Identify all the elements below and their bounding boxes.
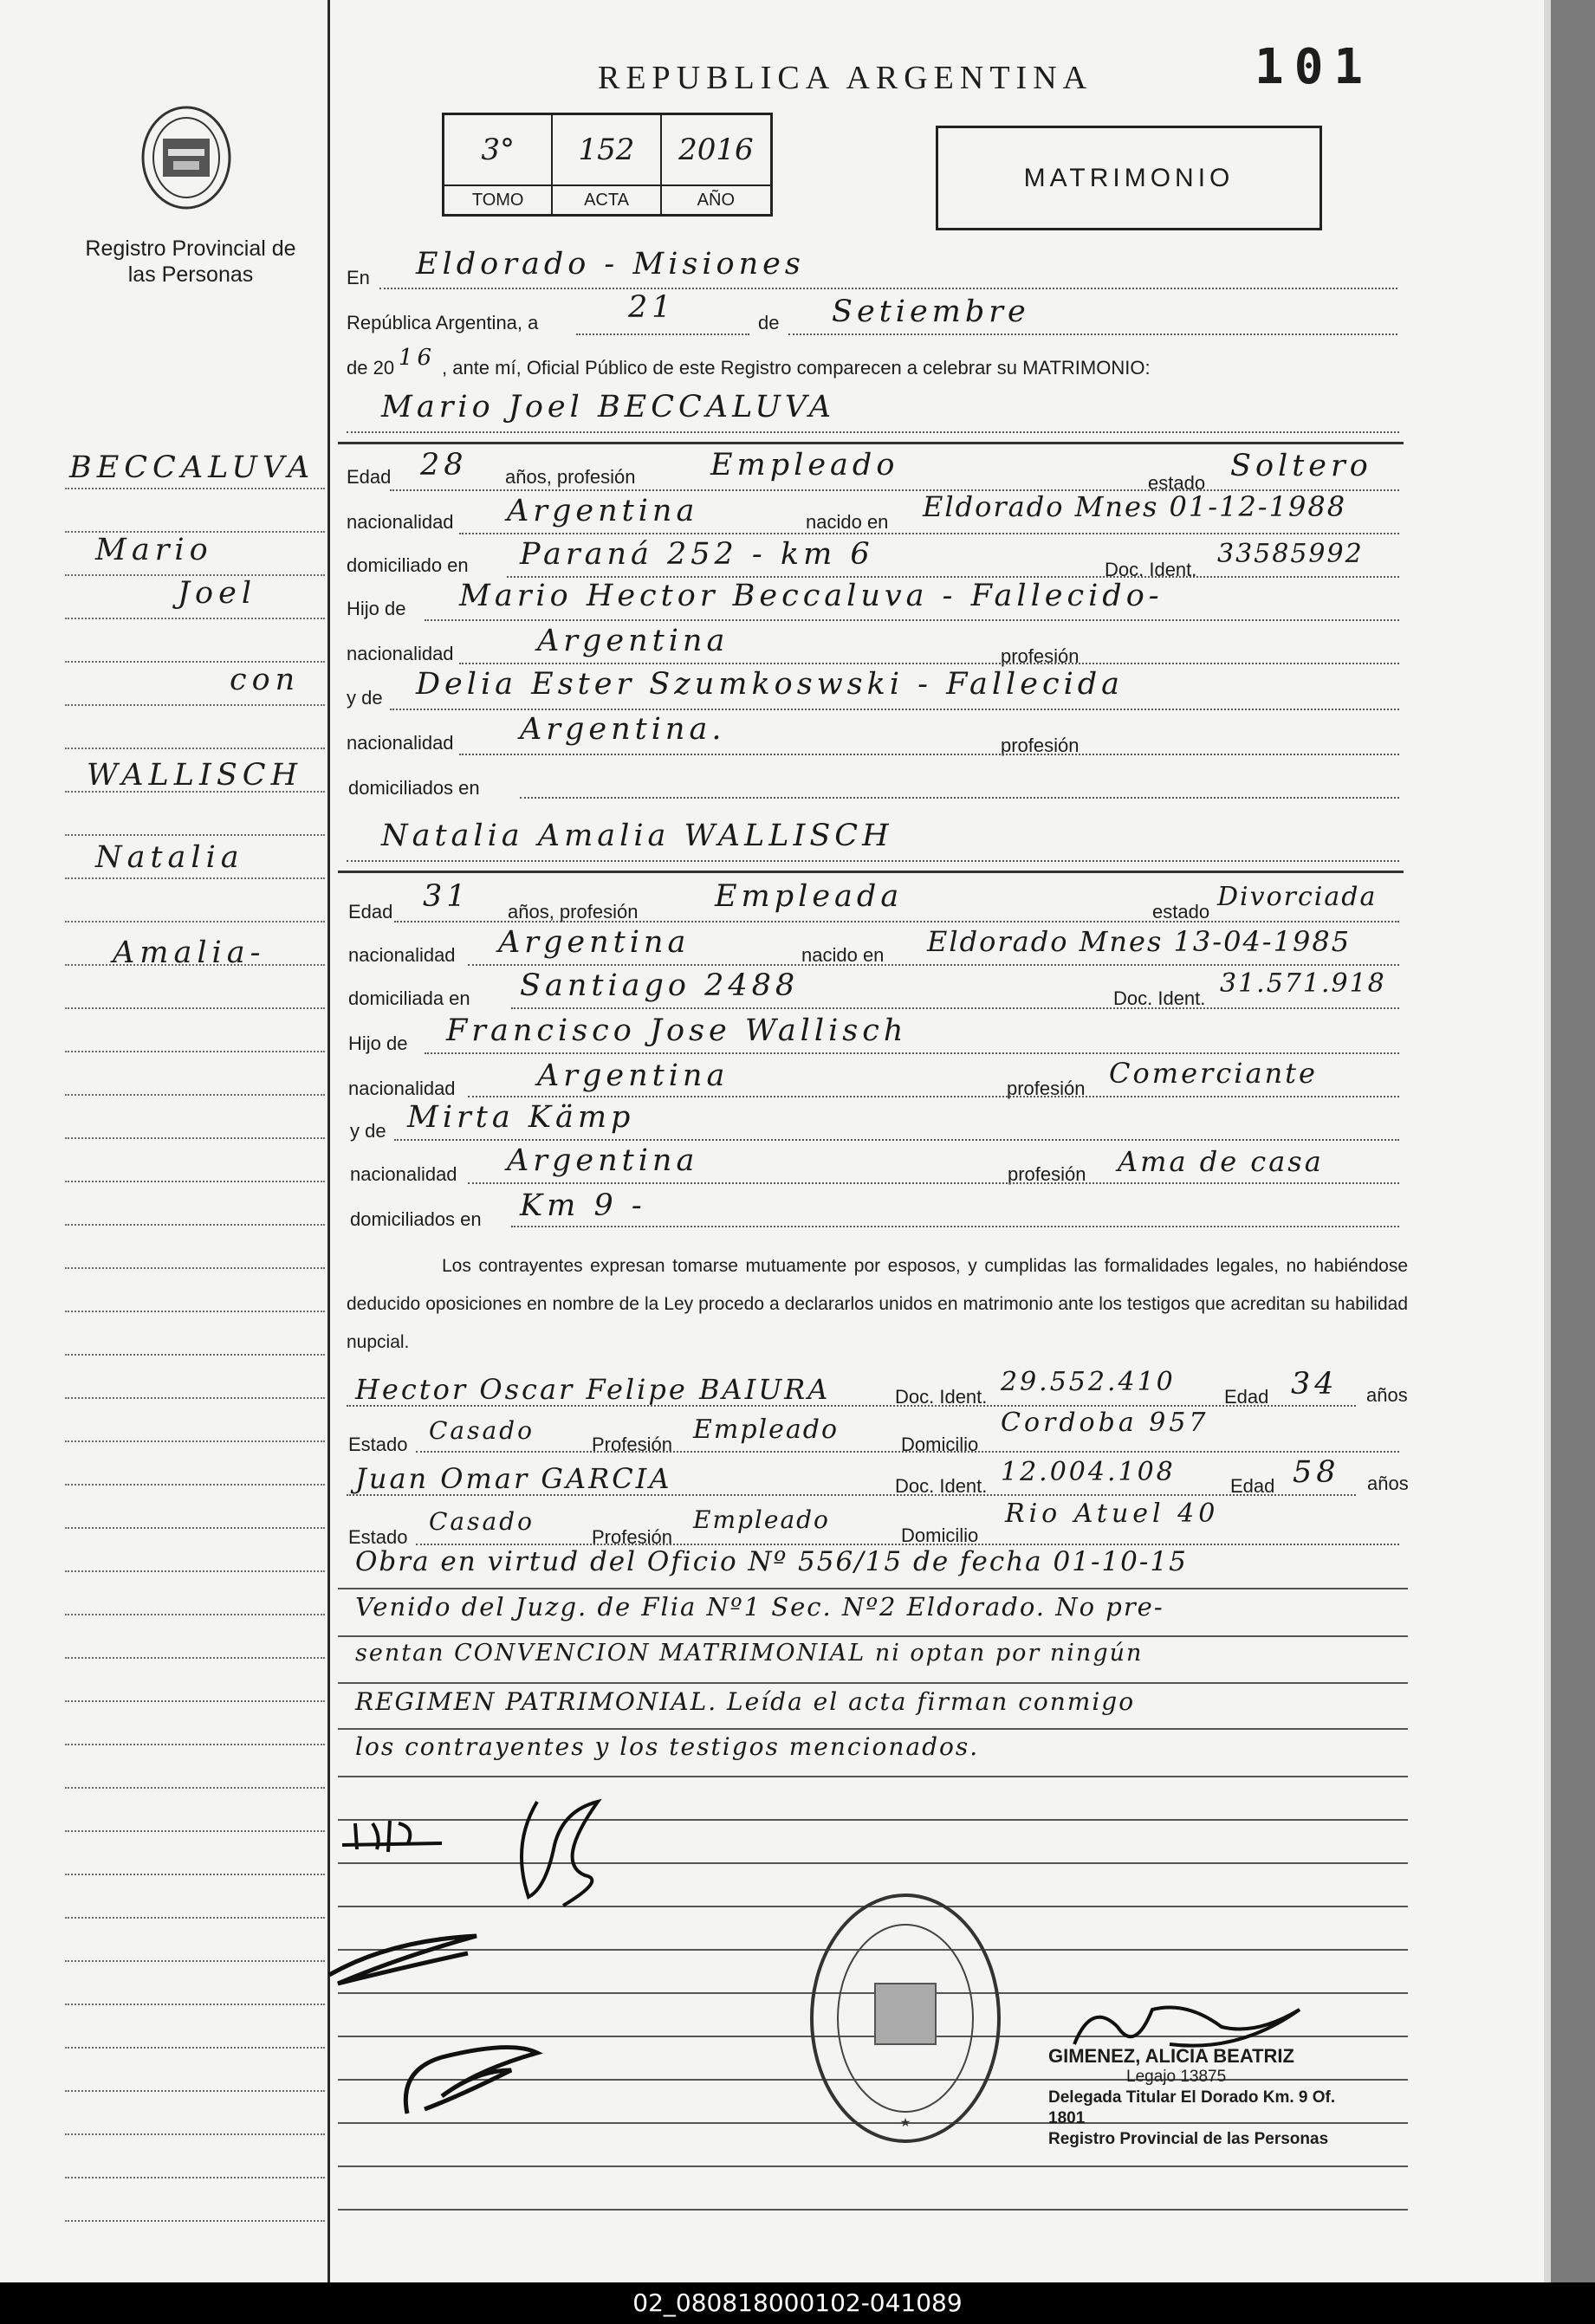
groom-profession: Empleado: [710, 448, 899, 482]
registry-stamp-icon: [806, 1888, 1005, 2148]
witness-2-status-label: Estado: [348, 1526, 408, 1548]
groom-separator: [338, 442, 1404, 444]
witness-1-name: Hector Oscar Felipe BAIURA: [355, 1373, 831, 1406]
margin-name-2: Mario: [95, 533, 213, 567]
margin-line: [65, 2220, 325, 2222]
bride-profession: Empleada: [715, 879, 904, 914]
bride-father: Francisco Jose Wallisch: [446, 1013, 908, 1048]
margin-line: [65, 1570, 325, 1572]
day-value: 21: [628, 290, 676, 325]
ruled-line: [338, 1728, 1408, 1730]
witness-1-address: Cordoba 957: [1001, 1408, 1209, 1438]
place-value: Eldorado - Misiones: [416, 247, 805, 282]
witness-1-doc-label: Doc. Ident.: [895, 1386, 988, 1408]
groom-parents-address-label: domiciliados en: [348, 777, 480, 799]
witness-1-prof-label: Profesión: [592, 1434, 672, 1455]
margin-line: [65, 1874, 325, 1875]
witness-2-age-label: Edad: [1230, 1475, 1275, 1497]
bride-father-nationality: Argentina: [537, 1058, 729, 1093]
groom-name-line: [347, 431, 1399, 433]
margin-line: [65, 1960, 325, 1962]
signature-bride: [502, 1793, 615, 1914]
groom-mother: Delia Ester Szumkoswski - Fallecida: [416, 667, 1125, 702]
groom-birthplace: Eldorado Mnes 01-12-1988: [923, 490, 1347, 523]
bride-birth-label: nacido en: [801, 944, 885, 966]
provincial-seal-icon: [139, 104, 234, 217]
margin-line: [65, 1007, 325, 1009]
groom-status: Soltero: [1230, 449, 1372, 483]
groom-mother-nationality: Argentina.: [520, 712, 726, 747]
margin-line: [65, 704, 325, 706]
margin-line: [65, 1181, 325, 1182]
bride-mother-nationality: Argentina: [507, 1143, 699, 1178]
margin-line: [65, 748, 325, 749]
witness-1-anios-label: años: [1366, 1384, 1408, 1406]
signature-witness-2: [390, 2036, 546, 2122]
groom-doc-label: Doc. Ident.: [1105, 559, 1197, 580]
country-title: REPUBLICA ARGENTINA: [598, 60, 1093, 96]
witness-1-line2: [416, 1451, 1399, 1453]
anio-label: AÑO: [662, 184, 770, 214]
year-suffix: 16: [399, 345, 437, 371]
margin-name-6: Natalia: [95, 840, 244, 875]
intro-text: , ante mí, Oficial Público de este Registro comparecen a celebrar su MATRIMONIO:: [442, 357, 1151, 379]
witness-1-age: 34: [1291, 1367, 1339, 1402]
groom-nat-line: [459, 533, 1399, 534]
declaration-text: Los contrayentes expresan tomarse mutuamente por esposos, y cumplidas las formalidades legales, no habiéndose deducido oposiciones en nombre de la Ley procedo a declararlos unidos en matrimonio ante los testigos que acreditan su habilidad nupcial.: [347, 1256, 1408, 1352]
tomo-label: TOMO: [444, 184, 553, 214]
bride-age-label: Edad: [348, 901, 393, 922]
witness-1-profession: Empleado: [693, 1414, 840, 1445]
groom-mother-nat-line: [459, 754, 1399, 755]
margin-line: [65, 618, 325, 619]
margin-line: [65, 834, 325, 836]
margin-line: [65, 921, 325, 922]
witness-2-doc: 12.004.108: [1001, 1457, 1176, 1487]
ruled-line: [338, 1588, 1408, 1589]
margin-name-3: Joel: [178, 576, 257, 611]
acta-label: ACTA: [553, 184, 661, 214]
bride-parents-address: Km 9 -: [520, 1188, 646, 1223]
witness-1-status: Casado: [429, 1416, 535, 1445]
margin-line: [65, 877, 325, 879]
groom-address: Paraná 252 - km 6: [520, 537, 874, 572]
bride-mother-nat-label: nacionalidad: [350, 1163, 457, 1185]
witness-2-line: [347, 1494, 1356, 1496]
groom-father-nationality: Argentina: [537, 624, 729, 658]
margin-line: [65, 488, 325, 489]
acta-value: 152: [553, 115, 661, 184]
bride-age-line: [394, 921, 1399, 922]
witness-1-age-label: Edad: [1224, 1386, 1269, 1408]
groom-parents-line: [520, 797, 1399, 799]
witness-1-domicilio-label: Domicilio: [901, 1434, 979, 1455]
margin-line: [65, 1700, 325, 1702]
witness-1-doc: 29.552.410: [1001, 1367, 1176, 1397]
margin-line: [65, 2004, 325, 2005]
day-line: [576, 333, 749, 335]
bride-mother-profession: Ama de casa: [1118, 1145, 1324, 1178]
officer-title: Delegada Titular El Dorado Km. 9 Of. 1801: [1048, 2088, 1336, 2127]
year-prefix: de 20: [347, 357, 395, 379]
margin-line: [65, 2177, 325, 2178]
margin-line: [65, 1830, 325, 1832]
groom-father-nat-label: nacionalidad: [347, 643, 454, 664]
month-line: [788, 333, 1397, 335]
bride-nationality-label: nacionalidad: [348, 944, 456, 966]
margin-line: [65, 1744, 325, 1745]
margin-line: [65, 574, 325, 576]
margin-line: [65, 2133, 325, 2135]
en-label: En: [347, 267, 370, 288]
groom-status-label: estado: [1148, 472, 1206, 494]
margin-line: [65, 1657, 325, 1659]
groom-name: Mario Joel BECCALUVA: [381, 390, 836, 424]
svg-text:★: ★: [899, 2115, 911, 2129]
bride-nat-line: [468, 964, 1399, 966]
bride-birthplace: Eldorado Mnes 13-04-1985: [927, 925, 1352, 958]
bride-mother: Mirta Kämp: [407, 1100, 635, 1135]
folio-number: 101: [1255, 39, 1374, 95]
ruled-line: [338, 1776, 1408, 1777]
witness-2-age: 58: [1293, 1455, 1340, 1490]
groom-father: Mario Hector Beccaluva - Fallecido-: [459, 579, 1164, 613]
ruled-line: [338, 1819, 1408, 1821]
groom-doc: 33585992: [1217, 539, 1364, 569]
bride-father-line: [425, 1052, 1399, 1054]
margin-line: [65, 531, 325, 533]
margin-line: [65, 1094, 325, 1096]
note-line-5: los contrayentes y los testigos mencionados.: [355, 1732, 980, 1761]
officer-legajo: Legajo 13875: [1126, 2068, 1227, 2086]
ruled-line: [338, 1862, 1408, 1864]
witness-2-doc-label: Doc. Ident.: [895, 1475, 988, 1497]
ruled-line: [338, 2209, 1408, 2211]
bride-name-line: [347, 860, 1399, 862]
bride-doc-label: Doc. Ident.: [1113, 987, 1206, 1009]
margin-line: [65, 2090, 325, 2092]
groom-profession-label: años, profesión: [505, 466, 636, 488]
officer-name: GIMENEZ, ALICIA BEATRIZ: [1048, 2045, 1294, 2067]
bride-status-label: estado: [1152, 901, 1210, 922]
page-edge: [1544, 0, 1551, 2282]
bride-separator: [338, 871, 1404, 873]
anio-value: 2016: [678, 133, 754, 167]
bride-father-nat-label: nacionalidad: [348, 1078, 456, 1099]
groom-nationality-label: nacionalidad: [347, 511, 454, 533]
witness-2-prof-label: Profesión: [592, 1526, 672, 1548]
bride-father-prof-label: profesión: [1007, 1078, 1086, 1099]
margin-line: [65, 1397, 325, 1399]
bride-father-nat-line: [468, 1096, 1399, 1097]
margin-line: [65, 1137, 325, 1139]
bride-mother-label: y de: [350, 1120, 386, 1142]
ruled-line: [338, 1635, 1408, 1637]
bride-name: Natalia Amalia WALLISCH: [381, 819, 893, 853]
margin-line: [65, 1354, 325, 1356]
margin-line: [65, 1224, 325, 1226]
bride-profession-label: años, profesión: [508, 901, 639, 922]
groom-addr-line: [507, 576, 1399, 578]
bride-address: Santiago 2488: [520, 968, 800, 1003]
groom-father-prof-label: profesión: [1001, 645, 1080, 667]
witness-1-line: [347, 1405, 1356, 1407]
bride-nationality: Argentina: [498, 925, 691, 960]
note-line-4: REGIMEN PATRIMONIAL. Leída el acta firman conmigo: [355, 1687, 1136, 1716]
groom-age: 28: [420, 448, 468, 482]
margin-line: [65, 1917, 325, 1919]
margin-name-4: con: [230, 663, 301, 697]
tomo-value: 3°: [444, 115, 553, 184]
bride-mother-line: [394, 1139, 1399, 1141]
bride-father-profession: Comerciante: [1109, 1057, 1318, 1090]
officer-stamp: [1048, 2046, 1360, 2150]
witness-2-profession: Empleado: [693, 1505, 830, 1534]
groom-father-line: [425, 619, 1399, 621]
margin-line: [65, 1787, 325, 1789]
witness-2-name: Juan Omar GARCIA: [355, 1462, 672, 1495]
note-line-3: sentan CONVENCION MATRIMONIAL ni optan por ningún: [355, 1640, 1144, 1667]
margin-line: [65, 2047, 325, 2049]
margin-name-7: Amalia-: [113, 935, 266, 970]
bride-mother-nat-line: [468, 1182, 1399, 1184]
groom-mother-line: [390, 709, 1399, 710]
bride-father-label: Hijo de: [348, 1033, 408, 1054]
margin-line: [65, 1051, 325, 1052]
bride-age: 31: [423, 879, 470, 914]
bride-parents-address-label: domiciliados en: [350, 1208, 482, 1230]
margin-line: [65, 1311, 325, 1312]
note-line-2: Venido del Juzg. de Flia Nº1 Sec. Nº2 Eldorado. No pre-: [355, 1592, 1164, 1622]
month-value: Setiembre: [832, 295, 1030, 329]
registry-label: Registro Provincial de las Personas: [85, 236, 296, 287]
scan-id-footer: 02_080818000102-041089: [0, 2282, 1595, 2324]
officer-registry: Registro Provincial de las Personas: [1048, 2130, 1329, 2148]
ruled-line: [338, 2165, 1408, 2167]
margin-line: [65, 661, 325, 663]
groom-mother-prof-label: profesión: [1001, 735, 1080, 756]
margin-line: [65, 1440, 325, 1442]
margin-line: [65, 1267, 325, 1269]
signature-witness-1: [321, 1923, 485, 1992]
groom-father-label: Hijo de: [347, 598, 406, 619]
groom-age-label: Edad: [347, 466, 392, 488]
scan-border: [1551, 0, 1595, 2282]
en-line: [379, 288, 1397, 289]
witness-1-status-label: Estado: [348, 1434, 408, 1455]
groom-nationality: Argentina: [507, 494, 699, 528]
tomo-acta-anio-box: [442, 113, 773, 217]
groom-mother-nat-label: nacionalidad: [347, 732, 454, 754]
de-label: de: [758, 312, 780, 333]
witness-2-domicilio-label: Domicilio: [901, 1525, 979, 1546]
groom-mother-label: y de: [347, 687, 383, 709]
bride-addr-line: [511, 1007, 1399, 1009]
republica-label: República Argentina, a: [347, 312, 539, 333]
groom-father-nat-line: [459, 663, 1399, 664]
witness-2-address: Rio Atuel 40: [1005, 1499, 1220, 1529]
bride-status: Divorciada: [1217, 882, 1378, 912]
bride-doc: 31.571.918: [1220, 968, 1386, 999]
margin-line: [65, 964, 325, 966]
witness-2-status: Casado: [429, 1507, 535, 1536]
note-line-1: Obra en virtud del Oficio Nº 556/15 de fecha 01-10-15: [355, 1546, 1188, 1577]
bride-parents-line: [511, 1226, 1399, 1227]
witness-2-line2: [416, 1544, 1399, 1545]
margin-name-5: WALLISCH: [87, 758, 303, 793]
witness-2-anios-label: años: [1367, 1473, 1409, 1494]
margin-line: [65, 1614, 325, 1615]
signature-groom: [338, 1810, 451, 1862]
margin-line: [65, 1484, 325, 1486]
bride-mother-prof-label: profesión: [1008, 1163, 1086, 1185]
groom-birth-label: nacido en: [806, 511, 889, 533]
margin-name-1: BECCALUVA: [69, 450, 315, 485]
margin-line: [65, 1527, 325, 1529]
margin-line: [65, 791, 325, 793]
groom-address-label: domiciliado en: [347, 554, 469, 576]
act-type-box: MATRIMONIO: [936, 126, 1322, 230]
ruled-line: [338, 1682, 1408, 1684]
bride-address-label: domiciliada en: [348, 987, 470, 1009]
